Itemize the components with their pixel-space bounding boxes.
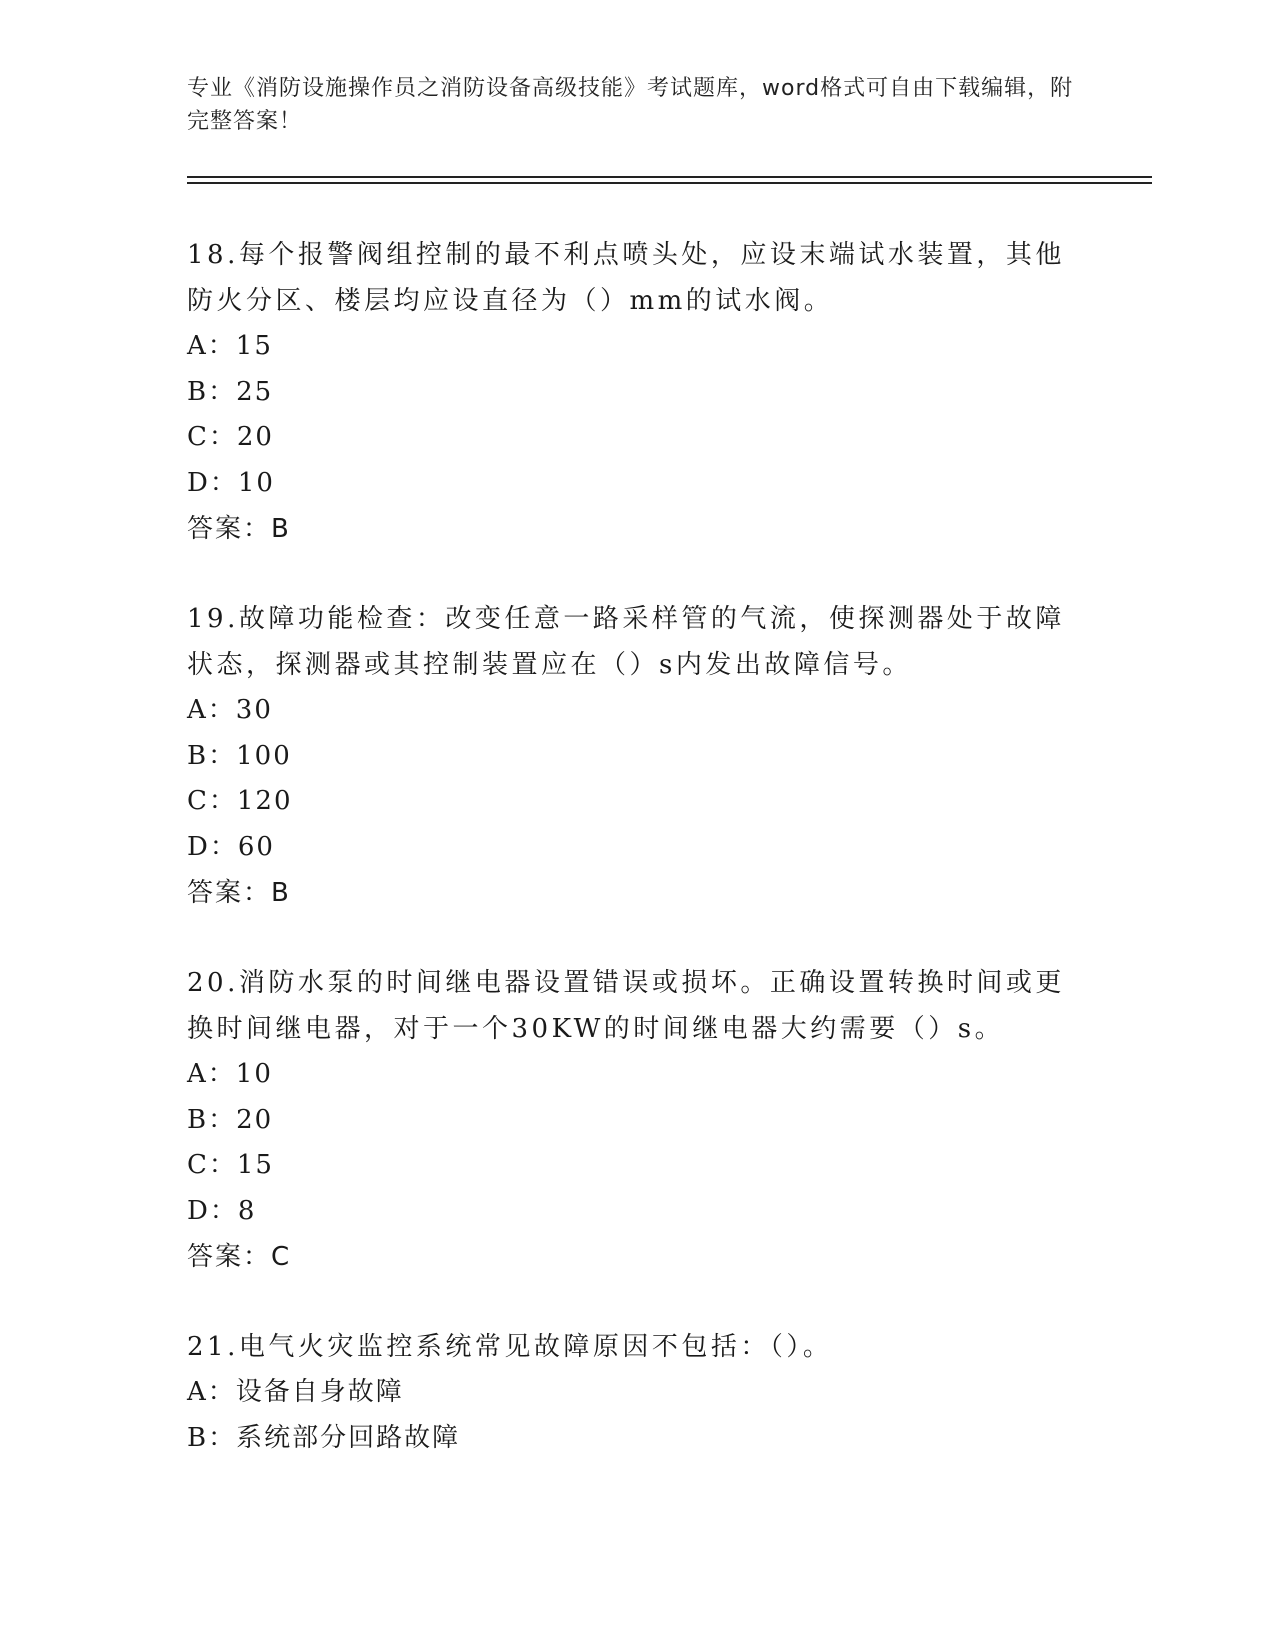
option-c: C：120 xyxy=(187,786,293,816)
option-d: D：8 xyxy=(187,1195,257,1226)
question-stem: 19.故障功能检查：改变任意一路采样管的气流，使探测器处于故障状态，探测器或其控制装置应在（）s内发出故障信号。 xyxy=(187,604,1065,680)
question-stem: 20.消防水泵的时间继电器设置错误或损坏。正确设置转换时间或更换时间继电器，对于一个30KW的时间继电器大约需要（）s。 xyxy=(187,968,1065,1044)
question-19 xyxy=(187,596,1087,916)
option-a: A：设备自身故障 xyxy=(187,1377,404,1407)
answer: 答案：B xyxy=(187,878,291,908)
option-d: D：60 xyxy=(187,831,275,862)
header-divider-bottom xyxy=(187,182,1152,184)
question-stem: 21.电气火灾监控系统常见故障原因不包括：（）。 xyxy=(187,1332,833,1362)
question-21 xyxy=(187,1324,1087,1461)
document-intro: 专业《消防设施操作员之消防设备高级技能》考试题库，word格式可自由下载编辑，附完整答案！ xyxy=(187,76,1074,134)
option-b: B：100 xyxy=(187,740,292,771)
option-b: B：20 xyxy=(187,1104,274,1135)
option-b: B：系统部分回路故障 xyxy=(187,1422,461,1453)
question-20 xyxy=(187,960,1087,1280)
option-c: C：15 xyxy=(187,1150,274,1180)
question-stem: 18.每个报警阀组控制的最不利点喷头处，应设末端试水装置，其他防火分区、楼层均应设直径为（）mm的试水阀。 xyxy=(187,240,1065,316)
answer: 答案：C xyxy=(187,1242,292,1272)
question-18 xyxy=(187,232,1087,552)
header-divider-top xyxy=(187,176,1152,178)
answer: 答案：B xyxy=(187,514,291,544)
option-a: A：30 xyxy=(187,695,273,725)
option-a: A：15 xyxy=(187,331,273,361)
option-b: B：25 xyxy=(187,376,274,407)
option-a: A：10 xyxy=(187,1059,273,1089)
option-c: C：20 xyxy=(187,422,274,452)
option-d: D：10 xyxy=(187,467,275,498)
